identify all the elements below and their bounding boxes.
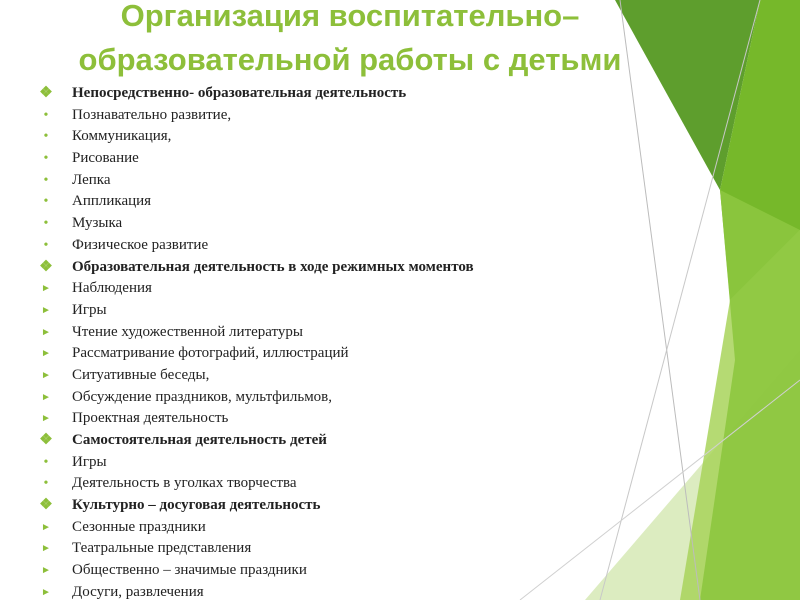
dot-bullet-icon: • xyxy=(43,476,49,492)
dot-bullet-icon: • xyxy=(43,151,49,167)
list-item xyxy=(0,126,474,148)
list-item-text: Непосредственно- образовательная деятельность xyxy=(72,85,407,101)
list-item xyxy=(0,278,474,300)
list-item xyxy=(0,538,474,560)
list-item-text: Самостоятельная деятельность детей xyxy=(72,432,327,448)
arrow-bullet-icon: ► xyxy=(41,543,51,555)
list-item-text: Культурно – досуговая деятельность xyxy=(72,497,321,514)
section-heading xyxy=(0,83,474,105)
list-item xyxy=(0,452,474,474)
list-item-text: Деятельность в уголках творчества xyxy=(72,475,297,492)
slide-title-line-2: образовательной работы с детьми xyxy=(78,42,622,77)
dot-bullet-icon: • xyxy=(43,107,49,123)
list-item xyxy=(0,582,474,600)
arrow-bullet-icon: ► xyxy=(41,586,51,598)
list-item-text: Наблюдения xyxy=(72,280,152,297)
list-item-text: Физическое развитие xyxy=(72,236,209,253)
list-item-text: Общественно – значимые праздники xyxy=(72,562,307,579)
list-item-text: Сезонные праздники xyxy=(72,518,206,535)
list-item-text: Познавательно развитие, xyxy=(72,106,232,123)
list-item-text: Чтение художественной литературы xyxy=(72,323,303,340)
list-item xyxy=(0,235,474,257)
list-item xyxy=(0,560,474,582)
list-item-text: Игры xyxy=(72,301,107,318)
list-item xyxy=(0,343,474,365)
diamond-bullet-icon: ❖ xyxy=(39,258,53,275)
arrow-bullet-icon: ► xyxy=(41,348,51,360)
list-item-text: Музыка xyxy=(72,215,123,232)
arrow-bullet-icon: ► xyxy=(41,304,51,316)
dot-bullet-icon: • xyxy=(43,454,49,470)
dot-bullet-icon: • xyxy=(43,172,49,188)
arrow-bullet-icon: ► xyxy=(41,521,51,533)
diamond-bullet-icon: ❖ xyxy=(39,497,53,514)
arrow-bullet-icon: ► xyxy=(41,326,51,338)
list-item-text: Досуги, развлечения xyxy=(72,583,204,600)
dot-bullet-icon: • xyxy=(43,237,49,253)
slide-title-line-1: Организация воспитательно– xyxy=(120,0,580,33)
diamond-bullet-icon: ❖ xyxy=(39,85,53,101)
list-item-text: Коммуникация, xyxy=(72,128,172,145)
list-item-text: Обсуждение праздников, мультфильмов, xyxy=(72,388,333,405)
list-item xyxy=(0,322,474,344)
arrow-bullet-icon: ► xyxy=(41,369,51,381)
list-item-text: Театральные представления xyxy=(72,540,252,557)
section-heading xyxy=(0,495,474,517)
list-item-text: Рассматривание фотографий, иллюстраций xyxy=(72,345,349,362)
activity-list xyxy=(0,83,474,600)
section-heading xyxy=(0,257,474,279)
list-item xyxy=(0,191,474,213)
dot-bullet-icon: • xyxy=(43,129,49,145)
list-item xyxy=(0,387,474,409)
dot-bullet-icon: • xyxy=(43,194,49,210)
list-item xyxy=(0,408,474,430)
list-item xyxy=(0,365,474,387)
list-item-text: Лепка xyxy=(72,171,111,188)
section-heading xyxy=(0,430,474,452)
arrow-bullet-icon: ► xyxy=(41,413,51,425)
arrow-bullet-icon: ► xyxy=(41,391,51,403)
dot-bullet-icon: • xyxy=(43,216,49,232)
list-item-text: Образовательная деятельность в ходе режимных моментов xyxy=(72,258,474,275)
list-item xyxy=(0,105,474,127)
list-item xyxy=(0,148,474,170)
list-item xyxy=(0,473,474,495)
arrow-bullet-icon: ► xyxy=(41,565,51,577)
list-item xyxy=(0,170,474,192)
list-item-text: Игры xyxy=(72,453,107,470)
arrow-bullet-icon: ► xyxy=(41,283,51,295)
list-item xyxy=(0,517,474,539)
diamond-bullet-icon: ❖ xyxy=(39,432,53,448)
list-item-text: Рисование xyxy=(72,150,139,167)
list-item xyxy=(0,300,474,322)
list-item-text: Ситуативные беседы, xyxy=(72,366,210,383)
list-item-text: Проектная деятельность xyxy=(72,410,229,427)
list-item-text: Аппликация xyxy=(72,193,152,210)
list-item xyxy=(0,213,474,235)
